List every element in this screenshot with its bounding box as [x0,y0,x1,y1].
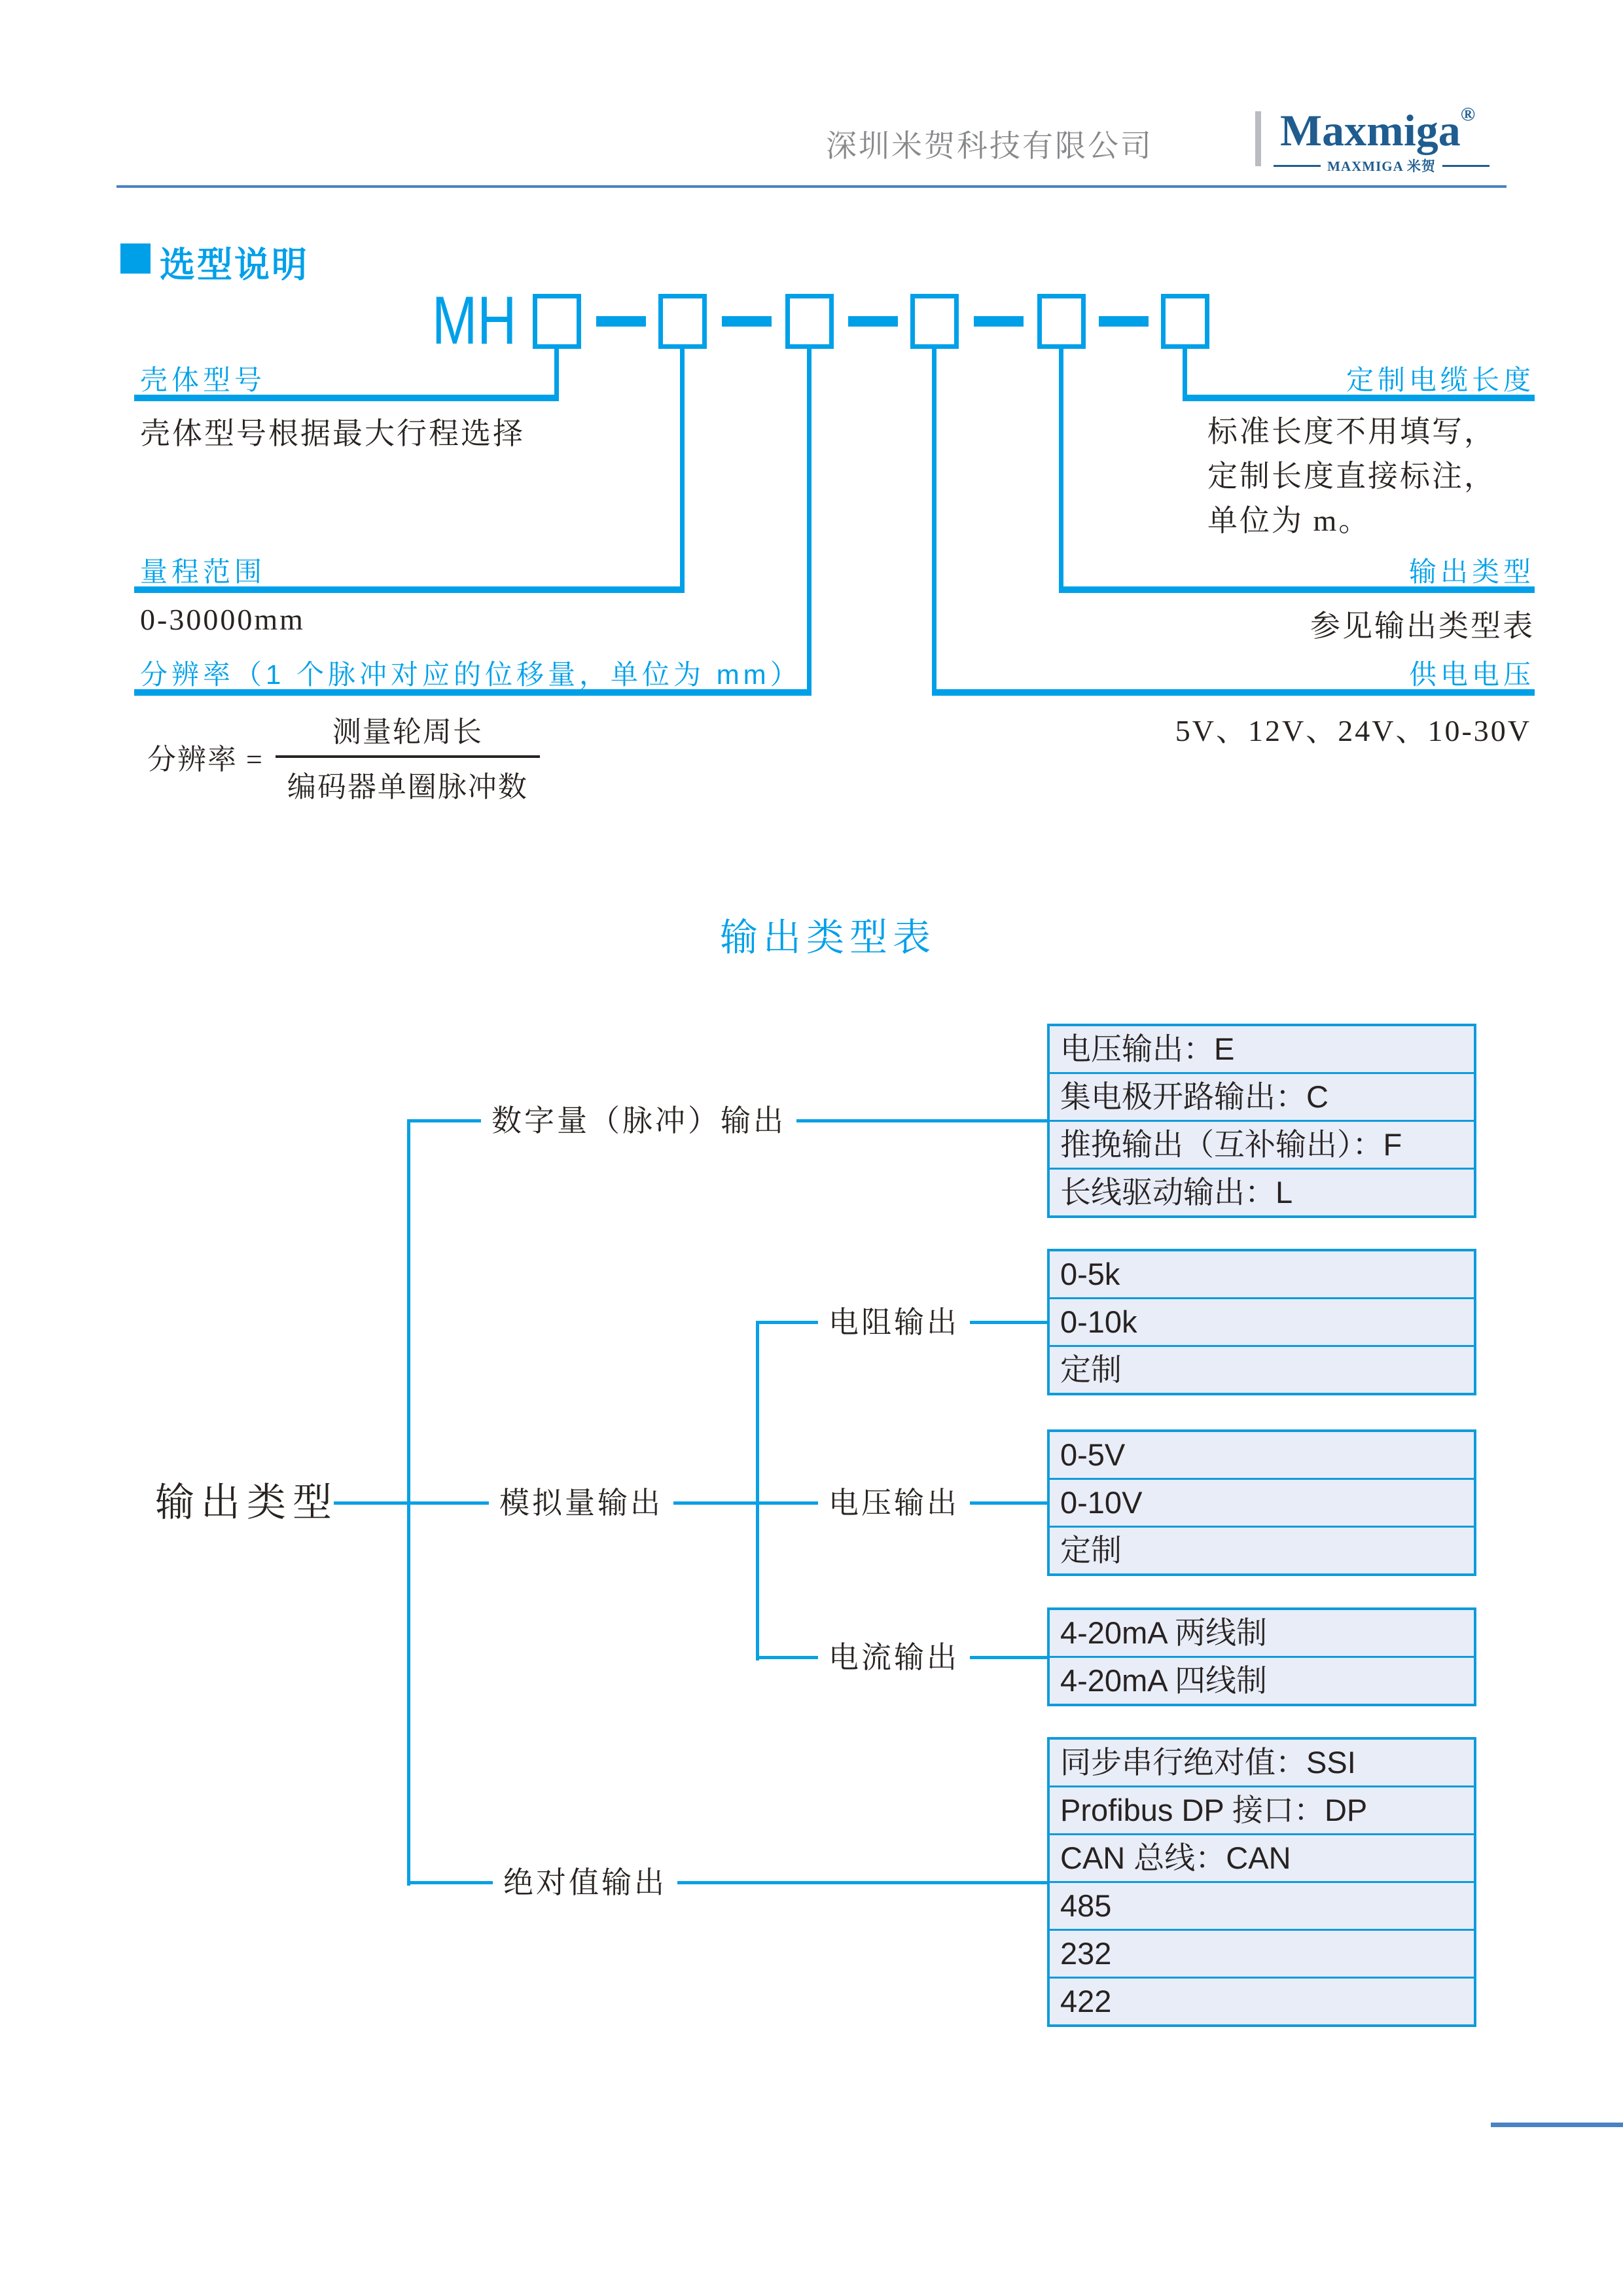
table-row: 4-20mA 四线制 [1050,1656,1474,1704]
model-prefix: MH [432,283,517,359]
tree-label-resistance: 电阻输出 [818,1299,970,1345]
leader-line-voltage [932,347,936,696]
code-dash-2 [722,316,772,327]
tree-root-label: 输出类型 [155,1480,338,1524]
table-row: 422 [1050,1977,1474,2024]
registered-trademark-icon: ® [1460,103,1476,125]
section-title: 选型说明 [160,245,309,285]
table-row: 0-10V [1050,1478,1474,1526]
cable-desc-line-2: 定制长度直接标注， [1207,459,1496,493]
brand-word: Maxmiga [1280,105,1461,155]
table-row: 4-20mA 两线制 [1060,1615,1268,1650]
table-row: 推挽输出（互补输出）：F [1050,1120,1474,1168]
table-row: 0-5V [1060,1437,1126,1472]
formula-numerator: 测量轮周长 [332,716,483,748]
logo-subtitle-rule-right [1442,165,1489,167]
logo-divider-bar [1255,111,1261,166]
leader-line-output-type [1059,347,1063,593]
code-dash-3 [848,316,898,327]
table-row: 0-5k [1060,1257,1120,1291]
model-code-box-4 [910,294,959,349]
footer-rule [1491,2123,1623,2127]
leader-line-housing [554,347,559,401]
field-label-cable: 定制电缆长度 [1346,365,1535,395]
table-row: 232 [1050,1929,1474,1977]
company-name: 深圳米贺科技有限公司 [826,130,1153,164]
logo-subtitle-rule-left [1274,165,1321,167]
table-row: 定制 [1050,1526,1474,1573]
table-resistance-output [1047,1249,1476,1395]
model-code-box-5 [1037,294,1086,349]
logo-subtitle-text: MAXMIGA 米贺 [1327,158,1436,174]
tree-label-digital: 数字量（脉冲）输出 [481,1098,796,1143]
logo-subtitle [1274,156,1489,175]
tree-label-current-out: 电流输出 [818,1634,970,1680]
model-code-box-2 [658,294,707,349]
leader-line-range [680,347,685,593]
table-voltage-output [1047,1429,1476,1576]
tree-label-voltage-out: 电压输出 [818,1480,970,1526]
tree-trunk-analog [756,1321,759,1660]
table-row: CAN 总线：CAN [1050,1833,1474,1881]
table-row: 0-10k [1050,1297,1474,1345]
model-code-box-6 [1161,294,1209,349]
cable-desc-line-3: 单位为 m。 [1207,504,1371,537]
formula-lhs: 分辨率 = [147,744,264,776]
table-row: 集电极开路输出：C [1050,1072,1474,1120]
formula-denominator: 编码器单圈脉冲数 [287,771,528,803]
field-label-resolution: 分辨率（1 个脉冲对应的位移量，单位为 mm） [140,659,802,690]
brand-logo [1280,103,1475,156]
leader-line-resolution [807,347,812,696]
field-label-housing: 壳体型号 [140,365,266,395]
formula-fraction [276,708,540,805]
output-table-title: 输出类型表 [720,916,936,959]
table-row: 485 [1050,1881,1474,1929]
table-row: Profibus DP 接口：DP [1050,1785,1474,1833]
table-row: 同步串行绝对值：SSI [1060,1745,1356,1780]
table-digital-output [1047,1024,1476,1218]
field-desc-housing: 壳体型号根据最大行程选择 [140,417,525,450]
formula-fraction-bar [276,755,540,758]
field-desc-output-type: 参见输出类型表 [1310,609,1535,643]
tree-root-connector [334,1501,410,1505]
table-current-output [1047,1607,1476,1706]
field-desc-range: 0-30000mm [140,603,305,636]
table-row: 长线驱动输出：L [1050,1168,1474,1215]
cable-desc-line-1: 标准长度不用填写， [1207,415,1496,448]
model-code-box-1 [533,294,581,349]
tree-label-analog: 模拟量输出 [489,1480,673,1526]
resolution-formula [147,708,540,805]
section-bullet-square [120,243,151,274]
code-dash-5 [1099,316,1149,327]
field-label-voltage: 供电电压 [1408,659,1535,690]
code-dash-4 [974,316,1024,327]
table-row: 电压输出：E [1060,1031,1235,1066]
table-row: 定制 [1050,1345,1474,1393]
field-label-output-type: 输出类型 [1408,556,1535,587]
model-code-box-3 [785,294,834,349]
header-rule [116,185,1507,188]
field-desc-voltage: 5V、12V、24V、10-30V [1175,714,1531,747]
table-absolute-output [1047,1737,1476,2027]
field-desc-cable [1207,410,1496,543]
code-dash-1 [596,316,646,327]
leader-line-cable [1183,347,1187,401]
field-label-range: 量程范围 [140,556,266,587]
tree-label-absolute: 绝对值输出 [493,1859,677,1905]
